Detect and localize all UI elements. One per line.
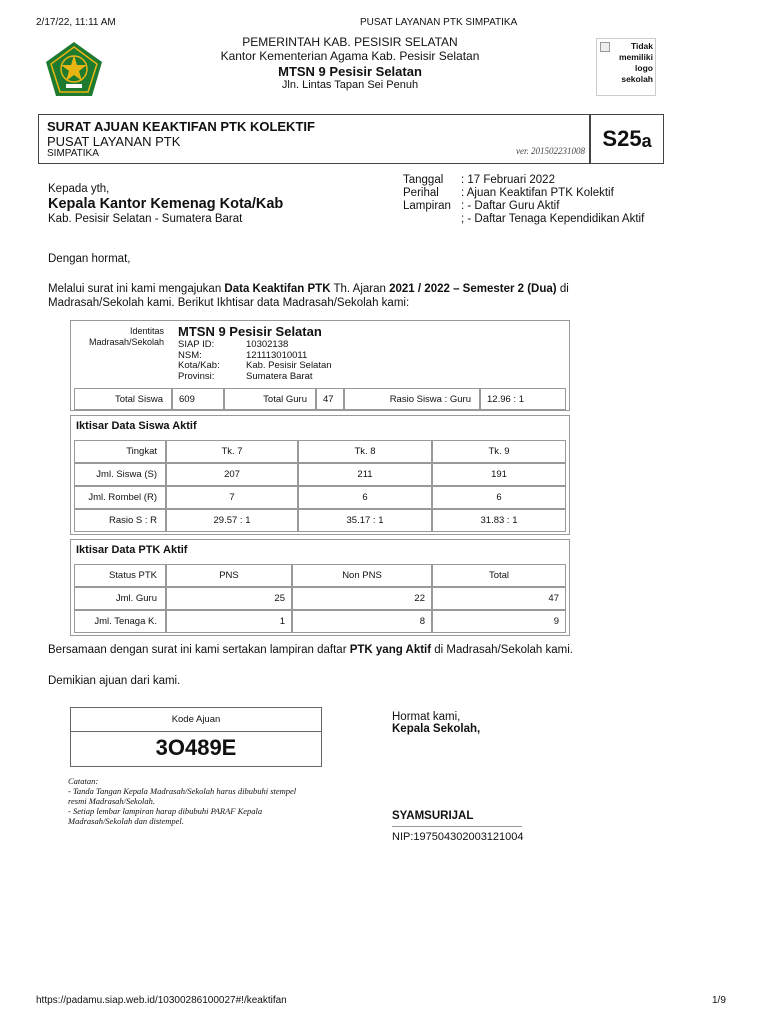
kode-ajuan-divider [71,731,321,732]
signature-nip: NIP:197504302003121004 [392,831,524,843]
identity-label-line2: Madrasah/Sekolah [88,337,164,347]
siswa-row-label: Jml. Siswa (S) [74,463,166,486]
ptk-row-label: Jml. Tenaga K. [74,610,166,633]
signature-closing: Hormat kami, [392,711,461,723]
kode-ajuan-value: 3O489E [155,735,237,760]
total-guru-label: Total Guru [224,388,316,410]
logo-alt-text: Tidak memiliki logo sekolah [618,41,653,84]
school-logo-placeholder [596,38,656,96]
form-code-suffix: a [641,130,652,151]
print-page-title: PUSAT LAYANAN PTK SIMPATIKA [360,17,518,28]
siswa-cell: 29.57 : 1 [166,509,298,532]
form-title-box [38,114,590,164]
footer-url[interactable]: https://padamu.siap.web.id/10300286100027#!/keaktifan [36,995,287,1006]
meta-lampiran-value2: ; - Daftar Tenaga Kependidikan Aktif [461,213,645,225]
p2-a: Bersamaan dengan surat ini kami sertakan lampiran daftar [48,644,350,656]
rasio-value: 12.96 : 1 [480,388,566,410]
siswa-cell: 6 [298,486,432,509]
ptk-cell: 25 [166,587,292,610]
identity-fields [178,340,332,382]
notes-line: - Tanda Tangan Kepala Madrasah/Sekolah harus dibubuhi stempel [68,786,297,796]
kode-ajuan-box [70,707,322,767]
meta-perihal-label: Perihal [403,187,439,199]
total-guru-value: 47 [316,388,344,410]
rasio-label: Rasio Siswa : Guru [344,388,480,410]
meta-lampiran-value1: : - Daftar Guru Aktif [461,200,560,212]
p1-c: Th. Ajaran [330,283,390,295]
identity-school-name: MTSN 9 Pesisir Selatan [178,324,322,339]
siswa-cell: 35.17 : 1 [298,509,432,532]
siswa-header: Tk. 7 [166,440,298,463]
siswa-cell: 211 [298,463,432,486]
ptk-cell: 22 [292,587,432,610]
siswa-cell: 207 [166,463,298,486]
body-paragraph-1-line2: Madrasah/Sekolah kami. Berikut Ikhtisar data Madrasah/Sekolah kami: [48,297,410,309]
siswa-row-label: Rasio S : R [74,509,166,532]
salutation: Dengan hormat, [48,253,131,265]
identity-field-row: NSM: 121113010011 [178,349,308,361]
p2-b: PTK yang Aktif [349,644,432,656]
notes-head: Catatan: [68,776,99,786]
kemenag-emblem-icon [44,40,104,98]
form-version: ver. 201502231008 [516,146,585,156]
letterhead-school: MTSN 9 Pesisir Selatan [278,64,422,79]
body-paragraph-2 [48,644,573,656]
meta-lampiran-label: Lampiran [403,200,451,212]
siswa-row-label: Jml. Rombel (R) [74,486,166,509]
notes-line: resmi Madrasah/Sekolah. [68,796,156,806]
identity-label [72,326,164,348]
siswa-header: Tingkat [74,440,166,463]
siswa-header: Tk. 8 [298,440,432,463]
signature-role: Kepala Sekolah, [392,723,481,735]
p1-e: di [556,283,569,295]
ptk-title: Iktisar Data PTK Aktif [76,544,188,556]
ptk-cell: 1 [166,610,292,633]
notes [68,776,296,826]
kode-ajuan-label: Kode Ajuan [171,714,221,725]
form-code-box [590,114,664,164]
p1-d: 2021 / 2022 – Semester 2 (Dua) [389,283,557,295]
form-code: S25 [602,126,642,151]
body-paragraph-3: Demikian ajuan dari kami. [48,675,181,687]
letterhead-line1: PEMERINTAH KAB. PESISIR SELATAN [242,35,458,49]
meta-perihal-value: : Ajuan Keaktifan PTK Kolektif [461,187,614,199]
p1-a: Melalui surat ini kami mengajukan [48,283,225,295]
ptk-header: Total [432,564,566,587]
identity-field-row: Provinsi: Sumatera Barat [178,370,313,382]
notes-line: Madrasah/Sekolah dan distempel. [68,816,184,826]
broken-image-icon [600,42,610,52]
p2-c: di Madrasah/Sekolah kami. [431,644,573,656]
recipient-greeting: Kepada yth, [48,183,110,195]
form-title: SURAT AJUAN KEAKTIFAN PTK KOLEKTIF [47,119,315,134]
total-siswa-value: 609 [172,388,224,410]
identity-field-row: Kota/Kab: Kab. Pesisir Selatan [178,360,332,371]
identity-field-row: SIAP ID: 10302138 [178,339,289,350]
siswa-cell: 7 [166,486,298,509]
letterhead-address: Jln. Lintas Tapan Sei Penuh [281,79,419,91]
ptk-header: PNS [166,564,292,587]
signature-name: SYAMSURIJAL [392,810,522,827]
p1-b: Data Keaktifan PTK [224,283,331,295]
form-app: SIMPATIKA [47,148,99,159]
notes-line: - Setiap lembar lampiran harap dibubuhi PARAF Kepala [68,806,263,816]
ptk-cell: 8 [292,610,432,633]
recipient-name: Kepala Kantor Kemenag Kota/Kab [48,196,284,212]
footer-page: 1/9 [712,995,726,1006]
meta-tanggal-label: Tanggal [403,174,444,186]
total-siswa-label: Total Siswa [74,388,172,410]
recipient-location: Kab. Pesisir Selatan - Sumatera Barat [48,213,243,225]
siswa-cell: 6 [432,486,566,509]
ptk-cell: 9 [432,610,566,633]
body-paragraph-1 [48,283,569,295]
letterhead-line2: Kantor Kementerian Agama Kab. Pesisir Selatan [220,49,480,63]
ptk-header: Status PTK [74,564,166,587]
siswa-header: Tk. 9 [432,440,566,463]
ptk-cell: 47 [432,587,566,610]
siswa-cell: 191 [432,463,566,486]
form-subtitle: PUSAT LAYANAN PTK [47,134,181,149]
siswa-title: Iktisar Data Siswa Aktif [76,420,197,432]
ptk-header: Non PNS [292,564,432,587]
identity-label-line1: Identitas [129,326,164,336]
siswa-cell: 31.83 : 1 [432,509,566,532]
print-datetime: 2/17/22, 11:11 AM [36,17,116,28]
meta-tanggal-value: : 17 Februari 2022 [461,174,555,186]
ptk-row-label: Jml. Guru [74,587,166,610]
